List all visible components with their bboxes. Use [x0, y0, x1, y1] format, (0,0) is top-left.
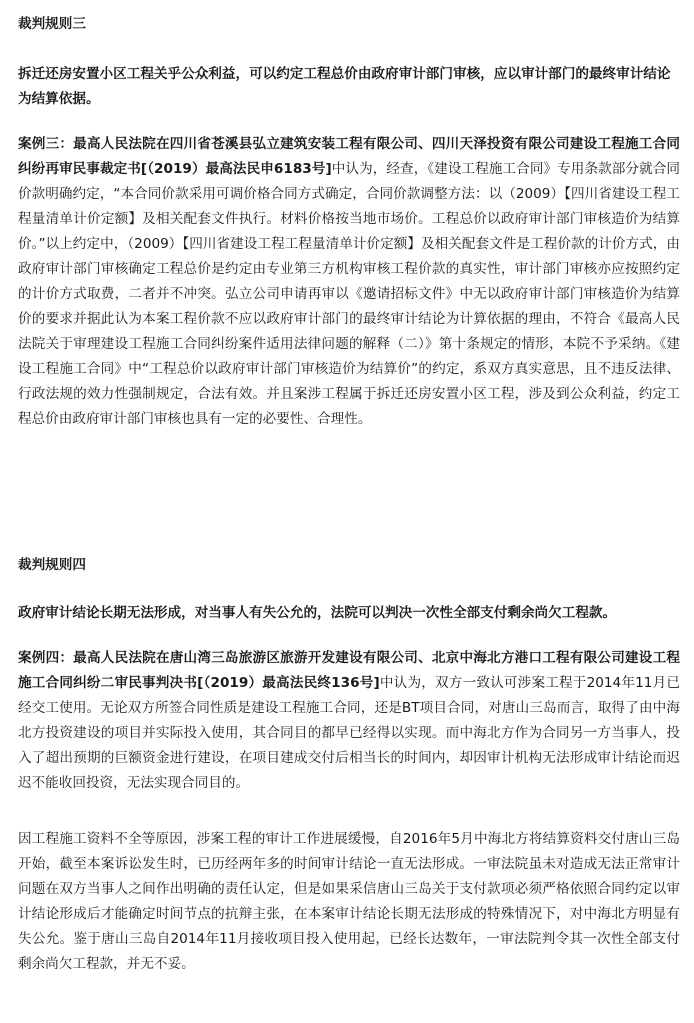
case-three-title: 案例三：最高人民法院在四川省苍溪县弘立建筑安装工程有限公司、四川天泽投资有限公司建设工程施工合同纠纷再审民事裁定书[（2019）最高法民申6183号]: [18, 136, 680, 177]
rule-four-statement: 政府审计结论长期无法形成，对当事人有失公允的，法院可以判决一次性全部支付剩余尚欠工程款。: [18, 605, 617, 621]
case-four-analysis-paragraph: 因工程施工资料不全等原因，涉案工程的审计工作进展缓慢，自2016年5月中海北方将结算资料交付唐山三岛开始，截至本案诉讼发生时，已历经两年多的时间审计结论一直无法形成。一审法院虽未对造成无法正常审计问题在双方当事人之间作出明确的责任认定，但是如果采信唐山三岛关于支付款项必须严格依照合同约定以审计结论形成后才能确定时间节点的抗辩主张，在本案审计结论长期无法形成的特殊情况下，对中海北方明显有失公允。鉴于唐山三岛自2014年11月接收项目投入使用起，已经长达数年，一审法院判令其一次性全部支付剩余尚欠工程款，并无不妥。: [18, 831, 680, 972]
case-three-paragraph: [18, 132, 680, 432]
rule-three-heading: 裁判规则三: [18, 16, 86, 32]
case-four-body: 中认为，双方一致认可涉案工程于2014年11月已经交工使用。无论双方所签合同性质是建设工程施工合同，还是BT项目合同，对唐山三岛而言，取得了由中海北方投资建设的项目并实际投入使用，其合同目的都早已经得以实现。而中海北方作为合同另一方当事人，投入了超出预期的巨额资金进行建设，在项目建成交付后相当长的时间内，却因审计机构无法形成审计结论而迟迟不能收回投资，无法实现合同目的。: [18, 675, 680, 791]
case-three-body: 中认为，经查，《建设工程施工合同》专用条款部分就合同价款明确约定，“本合同价款采用可调价格合同方式确定，合同价款调整方法：以（2009）【四川省建设工程工程量清单计价定额】及相关配套文件执行。材料价格按当地市场价。工程总价以政府审计部门审核造价为结算价。”以上约定中，（2009）【四川省建设工程工程量清单计价定额】及相关配套文件是工程价款的计价方式，由政府审计部门审核确定工程总价是约定由专业第三方机构审核工程价款的真实性，审计部门审核亦应按照约定的计价方式取费，二者并不冲突。弘立公司申请再审以《邀请招标文件》中无以政府审计部门审核造价为结算价的要求并据此认为本案工程价款不应以政府审计部门的最终审计结论为计算依据的理由，不符合《最高人民法院关于审理建设工程施工合同纠纷案件适用法律问题的解释（二）》第十条规定的情形，本院不予采纳。《建设工程施工合同》中“工程总价以政府审计部门审核造价为结算价”的约定，系双方真实意思，且不违反法律、行政法规的效力性强制规定，合法有效。并且案涉工程属于拆迁还房安置小区工程，涉及到公众利益，约定工程总价由政府审计部门审核也具有一定的必要性、合理性。: [18, 161, 681, 427]
case-four-paragraph: [18, 646, 680, 796]
rule-three-statement: 拆迁还房安置小区工程关乎公众利益，可以约定工程总价由政府审计部门审核，应以审计部门的最终审计结论为结算依据。: [18, 66, 671, 107]
rule-four-heading: 裁判规则四: [18, 557, 86, 573]
case-four-title: 案例四：最高人民法院在唐山湾三岛旅游区旅游开发建设有限公司、北京中海北方港口工程有限公司建设工程施工合同纠纷二审民事判决书[（2019）最高法民终136号]: [18, 650, 680, 691]
